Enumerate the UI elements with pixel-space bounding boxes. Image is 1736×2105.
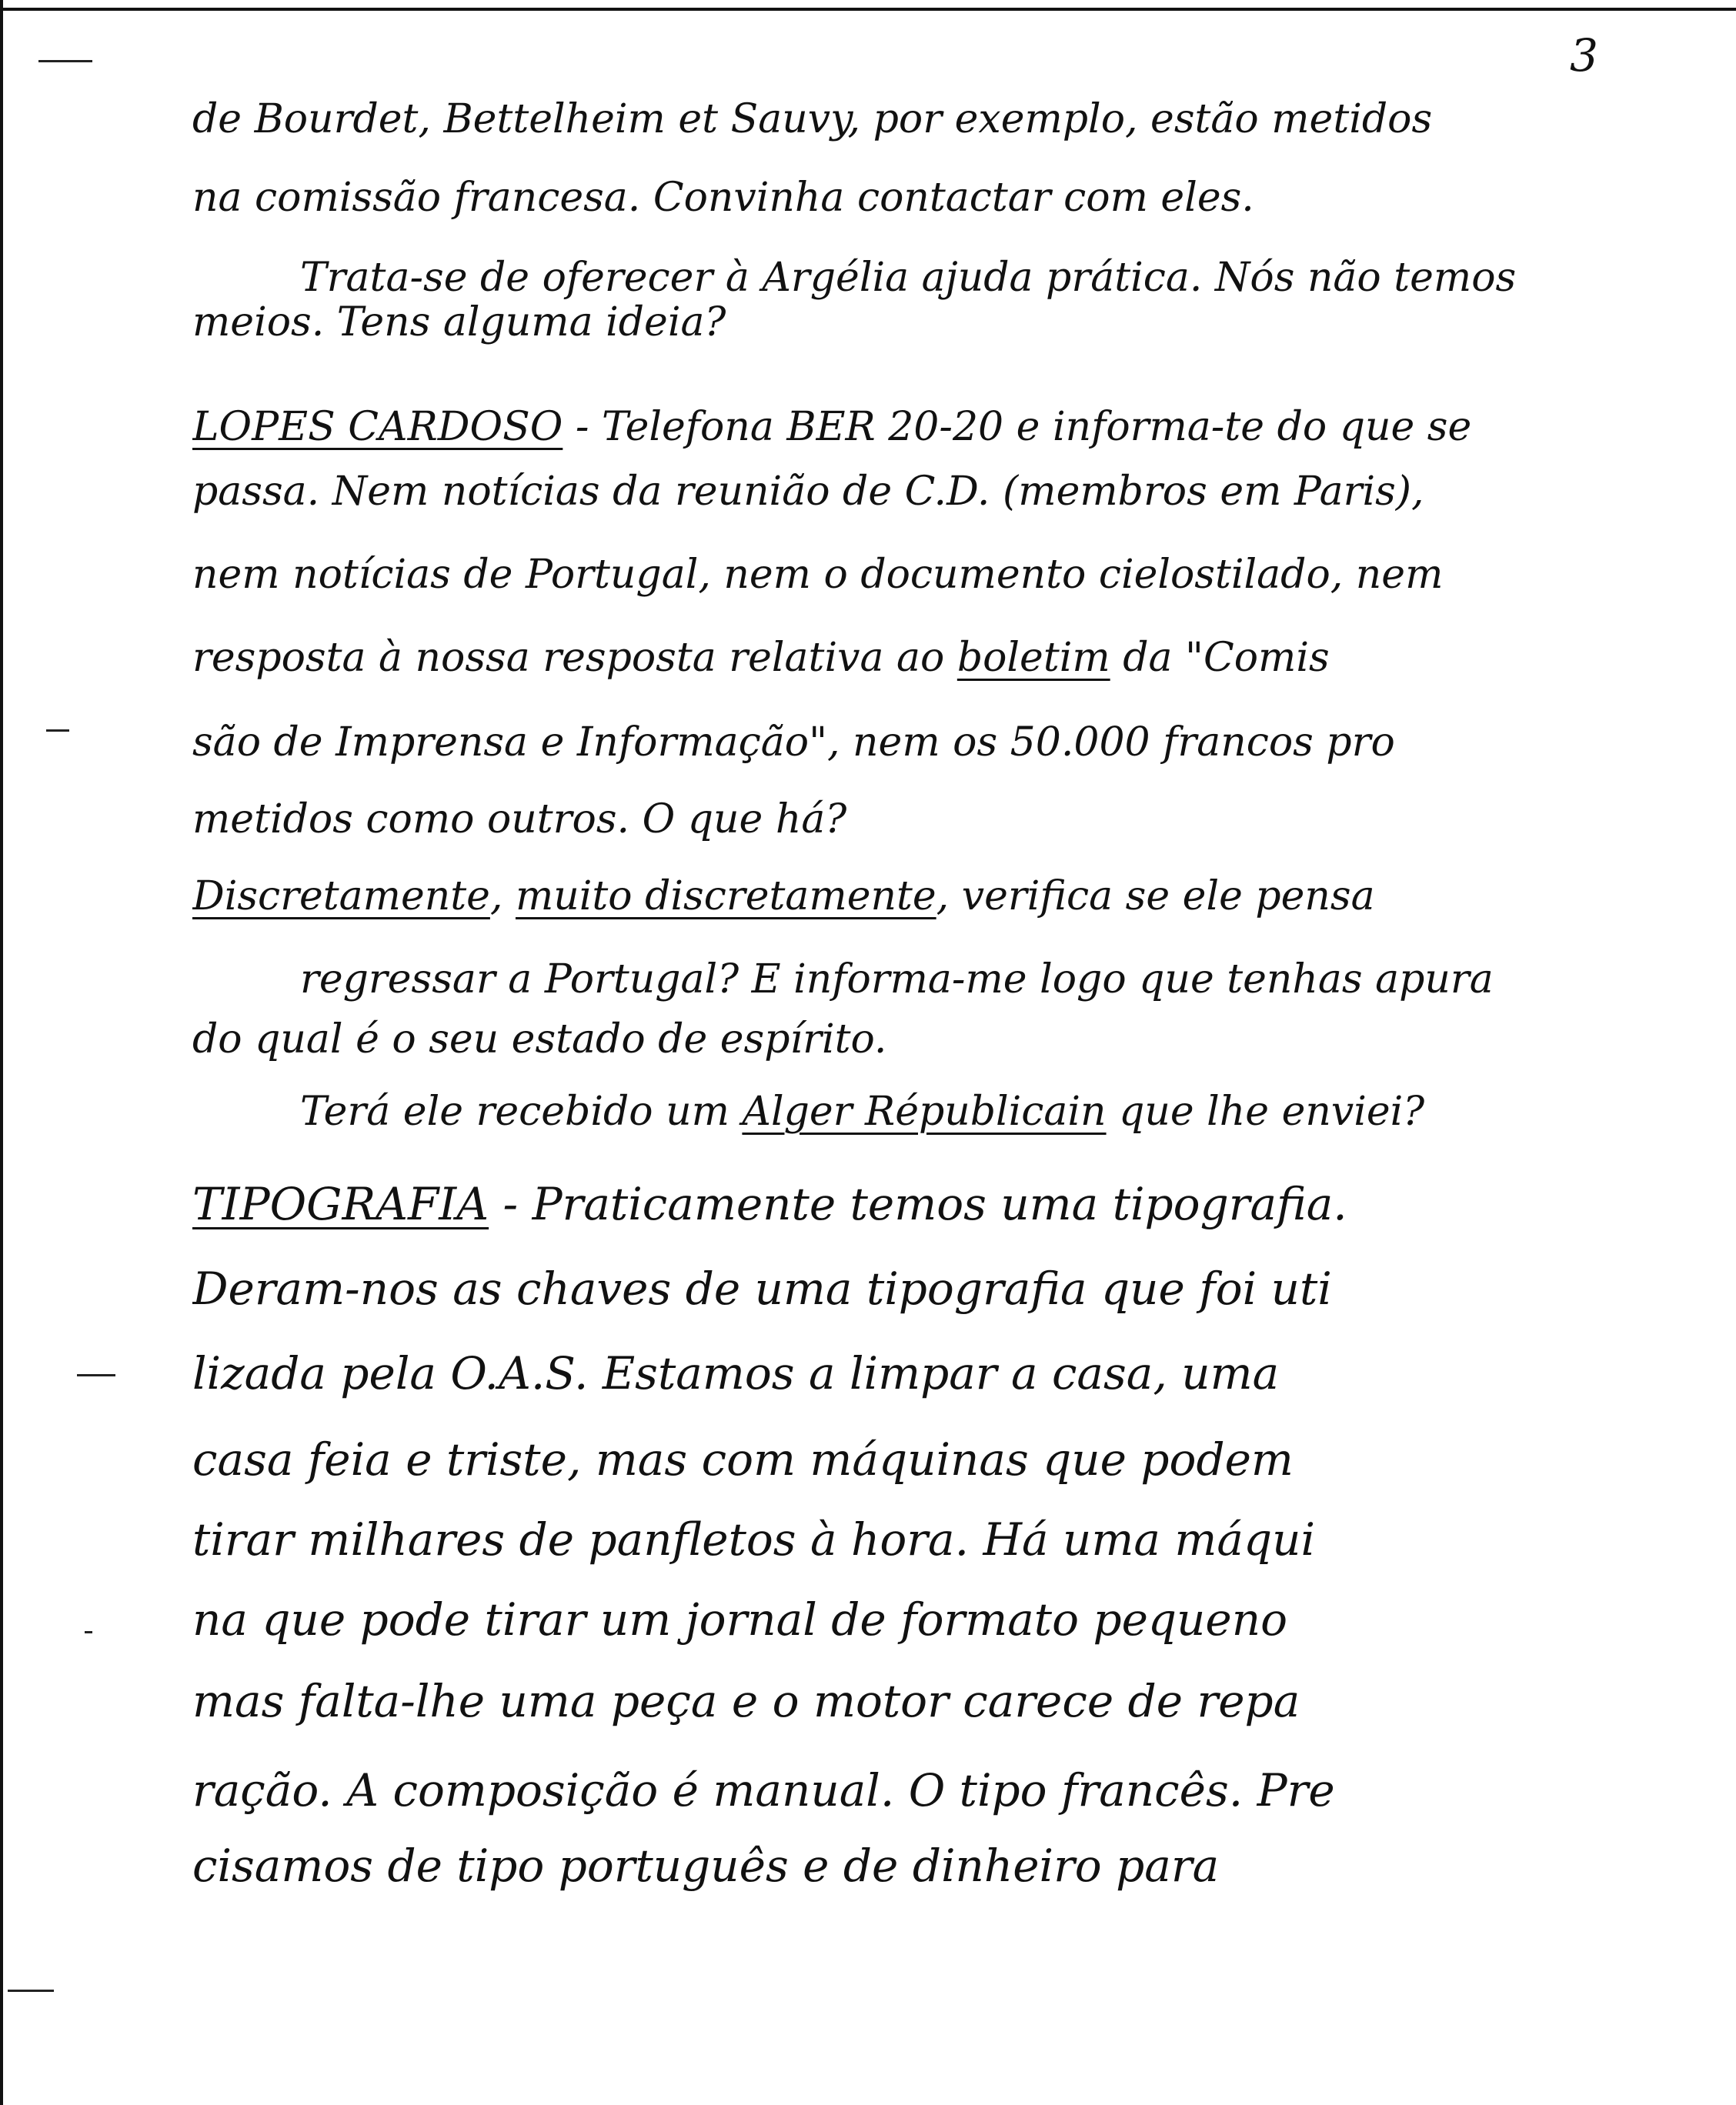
underlined-text: Alger Républicain — [742, 1089, 1107, 1135]
handwritten-line — [192, 1674, 1639, 1728]
line-text: Trata-se de oferecer à Argélia ajuda prática. Nós não temos — [300, 255, 1517, 301]
handwritten-line — [192, 1763, 1639, 1817]
handwritten-line — [192, 1433, 1639, 1486]
handwritten-line — [192, 92, 1639, 146]
scan-top-edge — [0, 8, 1736, 11]
line-text: do qual é o seu estado de espírito. — [192, 1016, 887, 1063]
line-text: nem notícias de Portugal, nem o documento cielostilado, nem — [192, 552, 1444, 598]
underlined-text: TIPOGRAFIA — [192, 1178, 489, 1230]
line-text: lizada pela O.A.S. Estamos a limpar a casa, uma — [192, 1347, 1280, 1399]
underlined-text: Discretamente — [192, 873, 490, 919]
margin-mark — [38, 60, 92, 62]
line-text: passa. Nem notícias da reunião de C.D. (membros em Paris), — [192, 469, 1424, 515]
handwritten-line — [192, 400, 1639, 454]
line-text: - Telefona BER 20-20 e informa-te do que se — [563, 404, 1472, 450]
underlined-text: boletim — [956, 635, 1110, 681]
handwritten-line — [192, 631, 1639, 685]
line-text: , — [489, 873, 516, 919]
line-text: que lhe enviei? — [1106, 1089, 1425, 1135]
handwritten-line — [192, 1513, 1639, 1566]
scan-left-edge — [0, 0, 3, 2105]
margin-mark — [77, 1374, 115, 1376]
line-text: na comissão francesa. Convinha contactar com eles. — [192, 175, 1254, 221]
margin-mark — [46, 729, 69, 732]
line-text: , verifica se ele pensa — [936, 873, 1375, 919]
margin-mark — [85, 1631, 92, 1633]
underlined-text: muito discretamente — [515, 873, 936, 919]
line-text: ração. A composição é manual. O tipo francês. Pre — [192, 1764, 1335, 1816]
line-text: Deram-nos as chaves de uma tipografia que foi uti — [192, 1263, 1332, 1315]
handwritten-line — [192, 1593, 1639, 1646]
line-text: casa feia e triste, mas com máquinas que podem — [192, 1433, 1294, 1486]
handwritten-line — [192, 548, 1639, 602]
line-text: meios. Tens alguma ideia? — [192, 299, 726, 345]
underlined-text: LOPES CARDOSO — [192, 404, 563, 450]
margin-mark — [8, 1990, 54, 1992]
handwritten-line — [192, 792, 1639, 846]
handwritten-line — [192, 1346, 1639, 1400]
line-text: cisamos de tipo português e de dinheiro para — [192, 1840, 1220, 1892]
handwritten-line — [300, 1085, 1639, 1139]
handwritten-line — [192, 171, 1639, 225]
line-text: são de Imprensa e Informação", nem os 50.000 francos pro — [192, 719, 1395, 766]
line-text: Terá ele recebido um — [300, 1089, 743, 1135]
line-text: resposta à nossa resposta relativa ao — [192, 635, 957, 681]
line-text: tirar milhares de panfletos à hora. Há uma máqui — [192, 1513, 1316, 1566]
handwritten-line — [192, 1839, 1639, 1893]
handwritten-line — [192, 869, 1639, 923]
line-text: de Bourdet, Bettelheim et Sauvy, por exemplo, estão metidos — [192, 96, 1433, 142]
line-text: mas falta-lhe uma peça e o motor carece de repa — [192, 1675, 1300, 1727]
handwritten-line — [192, 1262, 1639, 1316]
handwritten-line — [192, 716, 1639, 769]
line-text: da "Comis — [1110, 635, 1330, 681]
handwritten-line — [192, 295, 1639, 349]
page-number: 3 — [1570, 29, 1598, 82]
handwritten-line — [192, 465, 1639, 519]
handwritten-line — [300, 952, 1639, 1006]
line-text: na que pode tirar um jornal de formato pequeno — [192, 1593, 1287, 1646]
line-text: metidos como outros. O que há? — [192, 796, 847, 842]
handwritten-line — [192, 1177, 1639, 1231]
line-text: - Praticamente temos uma tipografia. — [489, 1178, 1347, 1230]
line-text: regressar a Portugal? E informa-me logo que tenhas apura — [300, 956, 1494, 1002]
handwritten-line — [192, 1012, 1639, 1066]
